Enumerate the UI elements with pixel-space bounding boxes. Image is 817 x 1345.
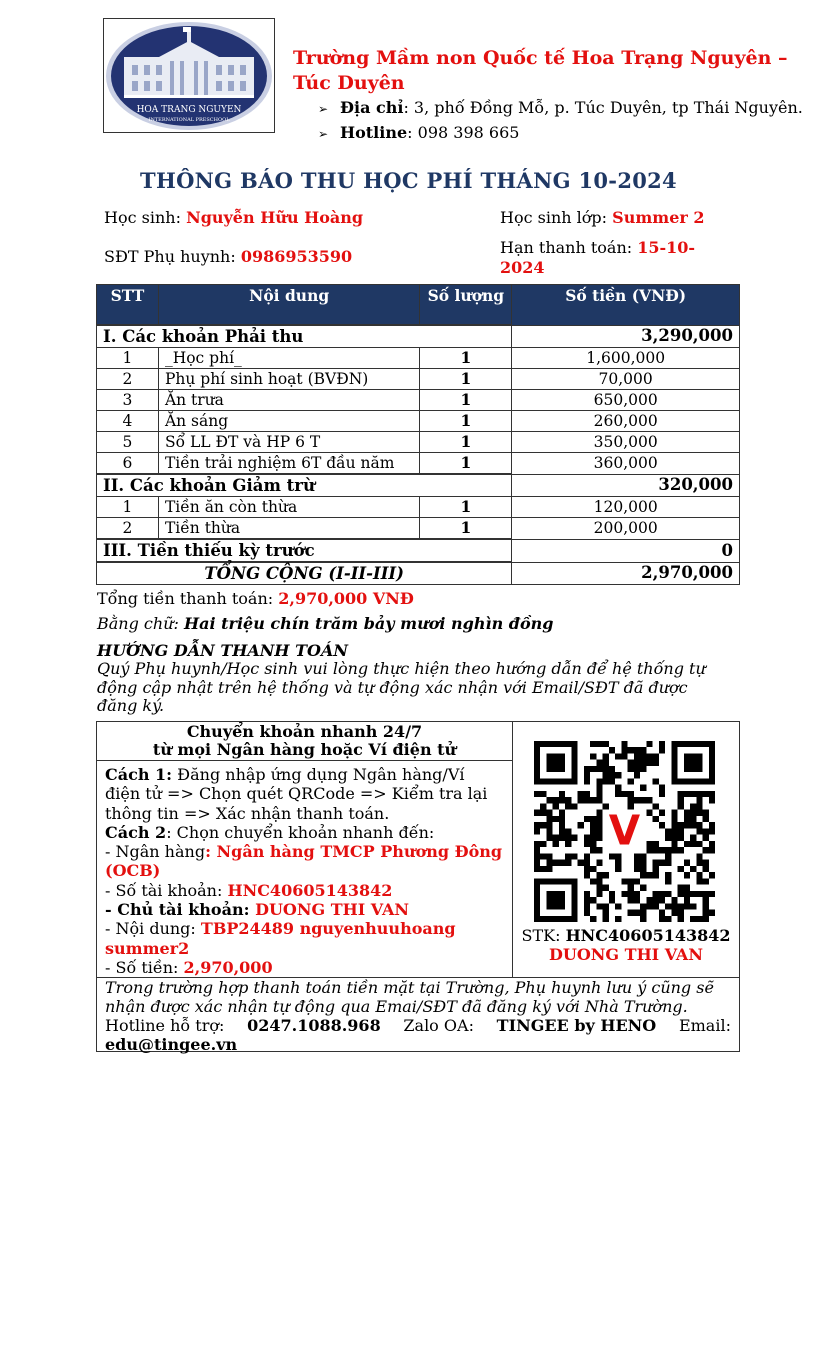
- method-1-label: Cách 1:: [105, 765, 173, 784]
- row-content: Tiền ăn còn thừa: [158, 497, 419, 518]
- memo-label: - Nội dung:: [105, 919, 201, 939]
- logo-text-1: HOA TRANG NGUYEN: [136, 105, 242, 115]
- table-row: [97, 411, 740, 432]
- section-total: 320,000: [512, 474, 740, 497]
- memo-value: TBP24489 nguyenhuuhoang summer2: [105, 919, 456, 958]
- deadline-field: [500, 238, 715, 278]
- method-2-text: : Chọn chuyển khoản nhanh đến:: [166, 822, 435, 842]
- arrow-bullet-icon: ➢: [318, 102, 329, 116]
- hotline-value: : 098 398 665: [407, 123, 520, 142]
- support-hotline-value: 0247.1088.968: [247, 1016, 381, 1035]
- row-stt: 1: [97, 497, 159, 518]
- deadline: 15-10-2024: [500, 238, 696, 277]
- row-content: Sổ LL ĐT và HP 6 T: [158, 432, 419, 453]
- row-amount: 650,000: [512, 390, 740, 411]
- student-name-field: [104, 208, 363, 228]
- account-caption: [513, 926, 739, 964]
- row-stt: 4: [97, 411, 159, 432]
- owner-line: [105, 900, 504, 919]
- account-value: HNC40605143842: [227, 880, 393, 900]
- row-qty: 1: [420, 411, 512, 432]
- row-qty: 1: [420, 390, 512, 411]
- qr-center-logo: V: [608, 806, 641, 855]
- payment-guide-title: HƯỚNG DẪN THANH TOÁN: [97, 641, 348, 660]
- student-class-field: [500, 208, 705, 228]
- bank-label: - Ngân hàng: [105, 842, 206, 862]
- row-qty: 1: [420, 453, 512, 475]
- section-total: 3,290,000: [512, 325, 740, 348]
- row-content: Tiền trải nghiệm 6T đầu năm: [158, 453, 419, 475]
- method-1: [105, 765, 504, 823]
- stk-label: STK:: [521, 926, 566, 945]
- amount-label: - Số tiền:: [105, 957, 184, 977]
- section-label: III. Tiền thiếu kỳ trước: [97, 539, 512, 562]
- total-payment-value: 2,970,000 VNĐ: [278, 589, 414, 608]
- total-payment: [97, 589, 414, 608]
- row-stt: 5: [97, 432, 159, 453]
- account-line: [105, 881, 504, 900]
- row-amount: 70,000: [512, 369, 740, 390]
- deadline-label: Hạn thanh toán:: [500, 238, 633, 257]
- student-name-label: Học sinh:: [104, 208, 181, 227]
- grand-total: 2,970,000: [512, 562, 740, 585]
- row-qty: 1: [420, 497, 512, 518]
- address-value: : 3, phố Đồng Mỗ, p. Túc Duyên, tp Thái Nguyên.: [403, 98, 803, 117]
- logo-text-2: INTERNATIONAL PRESCHOOL: [148, 117, 230, 123]
- cash-note-text: Trong trường hợp thanh toán tiền mặt tại Trường, Phụ huynh lưu ý cũng sẽ nhận được xác nhận tự động qua Emai/SĐT đã đăng ký với Nhà Trường.: [105, 978, 714, 1016]
- bank-value: : Ngân hàng TMCP Phương Đông (OCB): [105, 842, 503, 881]
- school-contact: [318, 96, 803, 146]
- account-label: - Số tài khoản:: [105, 880, 228, 900]
- transfer-instructions: [97, 761, 513, 977]
- address-label: Địa chỉ: [340, 98, 404, 117]
- section-total: 0: [512, 539, 740, 562]
- school-logo: [103, 18, 275, 133]
- fee-table: [96, 284, 740, 585]
- owner-value: DUONG THI VAN: [255, 900, 409, 920]
- section-label: I. Các khoản Phải thu: [97, 325, 512, 348]
- cash-payment-note: [97, 977, 739, 1054]
- method-2-label: Cách 2: [105, 822, 167, 842]
- row-content: Ăn sáng: [158, 411, 419, 432]
- row-amount: 120,000: [512, 497, 740, 518]
- header-amount: Số tiền (VNĐ): [512, 285, 740, 326]
- section-deductions: [97, 474, 740, 497]
- zalo-label: Zalo OA:: [403, 1016, 474, 1035]
- qr-code-icon[interactable]: [534, 741, 715, 922]
- transfer-heading-line2: từ mọi Ngân hàng hoặc Ví điện tử: [152, 740, 457, 759]
- method-1-text: Đăng nhập ứng dụng Ngân hàng/Ví điện tử => Chọn quét QRCode => Kiểm tra lại thông tin => Xác nhận thanh toán.: [105, 765, 488, 823]
- row-amount: 200,000: [512, 518, 740, 540]
- amount-value: 2,970,000: [183, 957, 273, 977]
- table-row: [97, 432, 740, 453]
- zalo-value: TINGEE by HENO: [496, 1016, 657, 1035]
- table-row: [97, 518, 740, 540]
- row-qty: 1: [420, 369, 512, 390]
- arrow-bullet-icon: ➢: [318, 127, 329, 141]
- section-receivables: [97, 325, 740, 348]
- table-row: [97, 369, 740, 390]
- table-row: [97, 390, 740, 411]
- memo-line: [105, 919, 504, 958]
- row-content: Tiền thừa: [158, 518, 419, 540]
- hotline-line: [318, 121, 803, 146]
- parent-phone: 0986953590: [240, 247, 353, 266]
- total-payment-label: Tổng tiền thanh toán:: [97, 589, 274, 608]
- parent-phone-label: SĐT Phụ huynh:: [104, 247, 236, 266]
- table-row: [97, 497, 740, 518]
- row-stt: 2: [97, 369, 159, 390]
- row-content: Phụ phí sinh hoạt (BVĐN): [158, 369, 419, 390]
- amount-in-words: [97, 614, 553, 633]
- hotline-label: Hotline: [340, 123, 408, 142]
- qr-panel: [513, 722, 739, 977]
- student-class-label: Học sinh lớp:: [500, 208, 608, 227]
- row-content: Ăn trưa: [158, 390, 419, 411]
- row-qty: 1: [420, 432, 512, 453]
- parent-phone-field: [104, 247, 352, 267]
- row-stt: 3: [97, 390, 159, 411]
- row-amount: 360,000: [512, 453, 740, 475]
- row-qty: 1: [420, 348, 512, 369]
- row-qty: 1: [420, 518, 512, 540]
- row-stt: 2: [97, 518, 159, 540]
- header-content: Nội dung: [158, 285, 419, 326]
- row-stt: 6: [97, 453, 159, 475]
- student-class: Summer 2: [612, 208, 705, 227]
- payment-guide-text: Quý Phụ huynh/Học sinh vui lòng thực hiện theo hướng dẫn để hệ thống tự động cập nhật trên hệ thống và tự động xác nhận với Email/SĐT đã được đăng ký.: [97, 659, 706, 715]
- document-title: THÔNG BÁO THU HỌC PHÍ THÁNG 10-2024: [140, 168, 677, 193]
- table-row: [97, 453, 740, 475]
- owner-label: - Chủ tài khoản:: [105, 900, 256, 920]
- school-name: Trường Mầm non Quốc tế Hoa Trạng Nguyên – Túc Duyên: [293, 47, 788, 94]
- method-2: [105, 823, 504, 842]
- stk-value: HNC40605143842: [565, 926, 731, 945]
- row-amount: 1,600,000: [512, 348, 740, 369]
- address-line: [318, 96, 803, 121]
- email-value: edu@tingee.vn: [105, 1034, 238, 1054]
- payment-box: [96, 721, 740, 1052]
- email-label: Email:: [678, 1016, 731, 1035]
- section-label: II. Các khoản Giảm trừ: [97, 474, 512, 497]
- header-qty: Số lượng: [420, 285, 512, 326]
- student-name: Nguyễn Hữu Hoàng: [186, 208, 364, 227]
- header-stt: STT: [97, 285, 159, 326]
- row-amount: 260,000: [512, 411, 740, 432]
- section-previous-debt: [97, 539, 740, 562]
- grand-total-row: [97, 562, 740, 585]
- table-header-row: [97, 285, 740, 326]
- transfer-heading: [97, 722, 513, 761]
- table-row: [97, 348, 740, 369]
- grand-total-label: TỔNG CỘNG (I-II-III): [97, 562, 512, 585]
- transfer-heading-line1: Chuyển khoản nhanh 24/7: [186, 722, 423, 741]
- amount-in-words-label: Bằng chữ:: [97, 614, 179, 633]
- row-amount: 350,000: [512, 432, 740, 453]
- amount-in-words-value: Hai triệu chín trăm bảy mươi nghìn đồng: [183, 614, 554, 633]
- row-content: _Học phí_: [158, 348, 419, 369]
- row-stt: 1: [97, 348, 159, 369]
- amount-line: [105, 958, 504, 977]
- stk-owner: DUONG THI VAN: [549, 945, 703, 964]
- support-contacts: [105, 1017, 731, 1036]
- bank-line: [105, 842, 504, 881]
- support-hotline-label: Hotline hỗ trợ:: [105, 1016, 225, 1035]
